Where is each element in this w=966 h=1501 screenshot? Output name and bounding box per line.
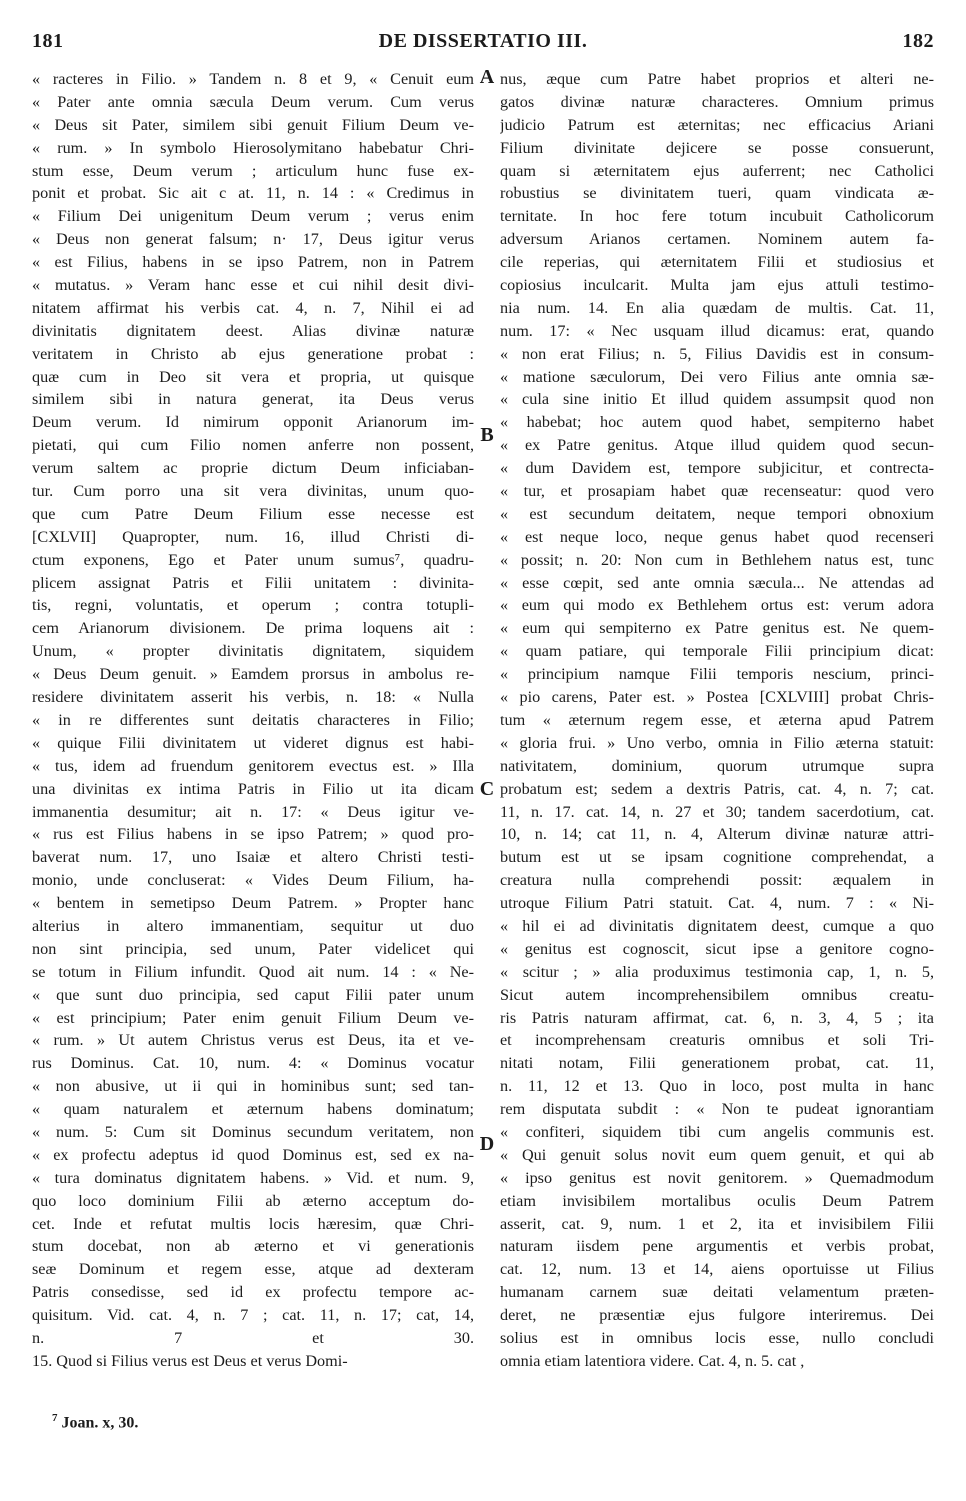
text-line: Deum verum. Id nimirum opponit Arianorum im- xyxy=(32,413,474,432)
text-line: « non abusive, ut ii qui in hominibus sunt; sed tan- xyxy=(32,1077,474,1096)
text-line: cem Arianorum divisionem. De prima loquens ait : xyxy=(32,619,474,638)
text-line: « ex Patre genitus. Atque illud quidem quod secun- xyxy=(500,436,934,455)
text-line: « Qui genuit solus novit eum quem genuit, et qui ab xyxy=(500,1145,934,1164)
text-line: 10, n. 14; cat 11, n. 4, Alterum divinæ naturæ attri- xyxy=(500,825,934,844)
footnote xyxy=(52,1412,138,1432)
text-line: « tura dominatus dignitatem habens. » Vid. et num. 9, xyxy=(32,1168,474,1187)
text-line: ternitate. In hoc fere totum incubuit Catholicorum xyxy=(500,207,934,226)
footnote-text: Joan. x, 30. xyxy=(61,1414,139,1432)
text-line: stum esse, Deum verum ; articulum hunc fuse ex- xyxy=(32,161,474,180)
text-line: divinitatis dignitatem deest. Alias divinæ naturæ xyxy=(32,321,474,340)
text-line: num. 17: « Nec usquam illud dicamus: erat, quando xyxy=(500,321,934,340)
text-line: baverat num. 17, uno Isaiæ et altero Christi testi- xyxy=(32,848,474,867)
text-line: 11, n. 17. cat. 14, n. 27 et 30; tandem sacerdotium, cat. xyxy=(500,802,934,821)
text-line: quisitum. Vid. cat. 4, n. 7 ; cat. 11, n. 17; cat, 14, xyxy=(32,1306,474,1325)
text-line: nativitatem, dominium, quorum utrumque supra xyxy=(500,756,934,775)
text-line: « quam naturalem et æternum habens dominatum; xyxy=(32,1100,474,1119)
section-marker-a: A xyxy=(479,66,495,88)
text-line: stum docebat, non ab æterno et vi generationis xyxy=(32,1237,474,1256)
text-line: [CXLVII] Quapropter, num. 16, illud Christi di- xyxy=(32,527,474,546)
text-line: « eum qui modo ex Bethlehem ortus est: verum adora xyxy=(500,596,934,615)
text-line: omnia etiam latentiora videre. Cat. 4, n. 5. cat , xyxy=(500,1351,805,1370)
text-line: n. 11, 12 et 13. Quo in loco, post multa in hanc xyxy=(500,1077,934,1096)
text-line: plicem assignat Patris et Filii unitatem : divinita- xyxy=(32,573,474,592)
text-line: quam si æternitatem ejus auferrent; nec Catholici xyxy=(500,161,934,180)
page-number-right: 182 xyxy=(902,30,934,52)
text-line: et incomprehensam creaturis omnibus et soli Tri- xyxy=(500,1031,934,1050)
text-line: solius est in omnibus locis esse, nullo concludi xyxy=(500,1328,934,1347)
text-line: « quam patiare, qui temporale Filii principium dicat: xyxy=(500,642,934,661)
text-line: adversum Arianos certamen. Nominem autem fa- xyxy=(500,230,934,249)
text-line: « in re differentes sunt deitatis characteres in Filio; xyxy=(32,710,474,729)
text-line: veritatem in Christo ab ejus generatione probat : xyxy=(32,344,474,363)
page-header xyxy=(32,30,934,60)
text-line: « dum Davidem est, tempore subjicitur, et contrecta- xyxy=(500,459,934,478)
text-line: judicio Patrum est æternitas; nec efficacius Ariani xyxy=(500,115,934,134)
text-line: Filium divinitate dejicere se posse consuerunt, xyxy=(500,138,934,157)
section-marker-c: C xyxy=(479,778,495,800)
text-line: humanam carnem suæ deitati velamentum præten- xyxy=(500,1283,934,1302)
page-number-left: 181 xyxy=(32,30,64,52)
text-line: « hil ei ad divinitatis dignitatem deest, cumque a quo xyxy=(500,916,934,935)
text-line: non sint principia, sed unum, Pater videlicet qui xyxy=(32,939,474,958)
footnote-mark: 7 xyxy=(52,1412,58,1424)
text-line: « Deus Deum genuit. » Eamdem prorsus in ambolus re- xyxy=(32,665,474,684)
text-line: ponit et probat. Sic ait c at. 11, n. 14 : « Credimus in xyxy=(32,184,474,203)
text-line: « Pater ante omnia sæcula Deum verum. Cum verus xyxy=(32,92,474,111)
left-column xyxy=(32,68,474,1373)
text-line: « est principium; Pater enim genuit Filium Deum ve- xyxy=(32,1008,474,1027)
right-column xyxy=(500,68,934,1373)
text-line: « est neque loco, neque genus habet quod recenseri xyxy=(500,527,934,546)
text-line: robustius se divinitatem tueri, quam vindicata æ- xyxy=(500,184,934,203)
text-line: cet. Inde et refutat multis locis hæresim, quæ Chri- xyxy=(32,1214,474,1233)
text-line: « tus, idem ad fruendum genitorem evectus est. » Illa xyxy=(32,756,474,775)
text-line: « eum qui sempiterno ex Patre genitus est. Ne quem- xyxy=(500,619,934,638)
text-line: « ex profectu adeptus id quod Dominus est, sed ex na- xyxy=(32,1145,474,1164)
text-line: tum « æternum regem esse, et æterna apud Patrem xyxy=(500,710,934,729)
text-line: verum saltem ac proprie dictum Deum inficiaban- xyxy=(32,459,474,478)
text-line: immanentia desumitur; ait n. 17: « Deus igitur ve- xyxy=(32,802,474,821)
section-marker-d: D xyxy=(479,1133,495,1155)
text-line: « rum. » In symbolo Hierosolymitano habebatur Chri- xyxy=(32,138,474,157)
text-line: « rum. » Ut autem Christus verus est Deus, ita et ve- xyxy=(32,1031,474,1050)
text-line: etiam invisibilem mortalibus oculis Deum Patrem xyxy=(500,1191,934,1210)
text-line: « Deus sit Pater, similem sibi genuit Filium Deum ve- xyxy=(32,115,474,134)
text-line: alterius in altero immanentiam, sequitur ut duo xyxy=(32,916,474,935)
text-line: « ipso genitus est novit genitorem. » Quemadmodum xyxy=(500,1168,934,1187)
text-line: « rus est Filius habens in se ipso Patrem; » quod pro- xyxy=(32,825,474,844)
text-line: « est secundum deitatem, neque tempori obnoxium xyxy=(500,504,934,523)
text-line: « racteres in Filio. » Tandem n. 8 et 9, « Cenuit eum xyxy=(32,70,474,88)
text-line: cat. 12, num. 13 et 14, aiens oportuisse ut Filius xyxy=(500,1260,934,1279)
text-line: « scitur ; » alia produximus testimonia cap, 1, n. 5, xyxy=(500,962,934,981)
text-line: « tur, et prosapiam habet quæ recenseatur: quod vero xyxy=(500,482,934,501)
text-line: « num. 5: Cum sit Dominus secundum veritatem, non xyxy=(32,1122,474,1141)
section-marker-b: B xyxy=(480,424,494,446)
text-line: « que sunt duo principia, sed caput Filii pater unum xyxy=(32,985,474,1004)
text-line: « Deus non generat falsum; n· 17, Deus igitur verus xyxy=(32,230,474,249)
text-line: « non erat Filius; n. 5, Filius Davidis est in consum- xyxy=(500,344,934,363)
text-line: « cula sine initio Et illud quidem assumpsit quod non xyxy=(500,390,934,409)
text-line: « quique Filii divinitatem ut videret dignus est habi- xyxy=(32,733,474,752)
text-line: naturam iisdem pene argumentis et verbis probat, xyxy=(500,1237,934,1256)
text-line: « mutatus. » Veram hanc esse et cui nihil desit divi- xyxy=(32,276,474,295)
text-line: n. 7 et 30. xyxy=(32,1328,474,1347)
text-line: Sicut autem incomprehensibilem omnibus creatu- xyxy=(500,985,934,1004)
text-line: « gloria frui. » Uno verbo, omnia in Filio æterna statuit: xyxy=(500,733,934,752)
text-line: « possit; n. 20: Non cum in Bethlehem natus est, tunc xyxy=(500,550,934,569)
text-line: « esse cœpit, sed ante omnia sæcula... Ne attendas ad xyxy=(500,573,934,592)
text-line: « bentem in semetipso Deum Patrem. » Propter hanc xyxy=(32,894,474,913)
text-line: asserit, cat. 9, num. 1 et 2, ita et invisibilem Filii xyxy=(500,1214,934,1233)
text-line: rus Dominus. Cat. 10, num. 4: « Dominus vocatur xyxy=(32,1054,474,1073)
text-line: rem disputata subdit : « Non te pudeat ignorantiam xyxy=(500,1100,934,1119)
text-line: « genitus est cognoscit, sicut ipse a genitore cogno- xyxy=(500,939,934,958)
text-line: que cum Patre Deum Filium esse necesse est xyxy=(32,504,474,523)
text-line: creatura nulla comprehendi possit: æqualem in xyxy=(500,871,934,890)
text-line: nitatem affirmat his verbis cat. 4, n. 7, Nihil ei ad xyxy=(32,298,474,317)
text-line: tis, regni, voluntatis, et operum ; contra totupli- xyxy=(32,596,474,615)
text-line: se totum in Filium infundit. Quod ait num. 14 : « Ne- xyxy=(32,962,474,981)
text-line: « habebat; hoc autem quod habet, sempiterno habet xyxy=(500,413,934,432)
text-line: « pio carens, Pater est. » Postea [CXLVIII] probat Chris- xyxy=(500,688,934,707)
text-line: residere divinitatem asserit his verbis, n. 18: « Nulla xyxy=(32,688,474,707)
text-line: quæ cum in Deo sit vera et propria, ut quisque xyxy=(32,367,474,386)
text-line: nus, æque cum Patre habet proprios et alteri ne- xyxy=(500,70,934,88)
text-line: « confiteri, siquidem tibi cum angelis communis est. xyxy=(500,1122,934,1141)
text-line: una divinitas ex intima Patris in Filio ut ita dicam xyxy=(32,779,474,798)
text-line: similem sibi in natura generat, ita Deus verus xyxy=(32,390,474,409)
text-line: butum est ut se ipsam cognitione comprehendat, a xyxy=(500,848,934,867)
text-line: « est Filius, habens in se ipso Patrem, non in Patrem xyxy=(32,253,474,272)
text-line: tur. Cum porro una sit vera divinitas, unum quo- xyxy=(32,482,474,501)
text-line: nia num. 14. En alia quædam de multis. Cat. 11, xyxy=(500,298,934,317)
text-line: monio, unde concluserat: « Vides Deum Filium, ha- xyxy=(32,871,474,890)
text-line: 15. Quod si Filius verus est Deus et verus Domi- xyxy=(32,1351,348,1370)
text-line: cile reperias, qui æternitatem Filii et studiosius et xyxy=(500,253,934,272)
text-line: pietati, qui cum Filio nomen anferre non possent, xyxy=(32,436,474,455)
text-line: « Filium Dei unigenitum Deum verum ; verus enim xyxy=(32,207,474,226)
text-line: probatum est; sedem a dextris Patris, cat. 4, n. 7; cat. xyxy=(500,779,934,798)
text-line: quo loco dominium Filii ab æterno acceptum do- xyxy=(32,1191,474,1210)
text-line: ctum exponens, Ego et Pater unum sumus⁷, quadru- xyxy=(32,550,474,569)
text-line: Unum, « propter divinitatis dignitatem, siquidem xyxy=(32,642,474,661)
text-line: gatos divinæ naturæ characteres. Omnium primus xyxy=(500,92,934,111)
text-line: utroque Filium Patri statuit. Cat. 4, num. 7 : « Ni- xyxy=(500,894,934,913)
text-line: Patris consedisse, sed id ex profectu tempore ac- xyxy=(32,1283,474,1302)
running-title: DE DISSERTATIO III. xyxy=(378,30,588,52)
text-line: deret, ne præsentiæ ejus fulgore interiremus. Dei xyxy=(500,1306,934,1325)
text-line: copiosius inculcarit. Multa jam ejus attuli testimo- xyxy=(500,276,934,295)
text-line: seæ Dominum et regem esse, atque ad dexteram xyxy=(32,1260,474,1279)
text-line: « matione sæculorum, Dei vero Filius ante omnia sæ- xyxy=(500,367,934,386)
text-line: ris Patris naturam affirmat, cat. 6, n. 3, 4, 5 ; ita xyxy=(500,1008,934,1027)
text-line: nitati notam, Filii generationem probat, cat. 11, xyxy=(500,1054,934,1073)
text-line: « principium namque Filii temporis nescium, princi- xyxy=(500,665,934,684)
